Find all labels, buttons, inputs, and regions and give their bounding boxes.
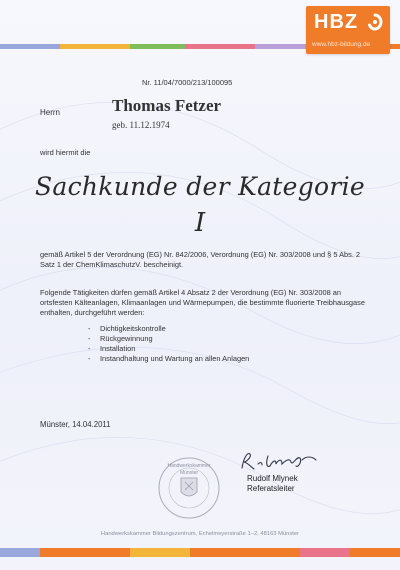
list-marker: - [88, 354, 91, 363]
list-item: - Instandhaltung und Wartung an allen Anlagen [88, 354, 250, 363]
logo-swirl-icon [367, 13, 383, 31]
hbz-logo [306, 6, 390, 54]
logo-url: www.hbz-bildung.de [312, 41, 371, 48]
svg-text:Münster: Münster [179, 470, 199, 476]
salutation: Herrn [40, 108, 61, 117]
logo-word: HBZ [314, 11, 359, 33]
svg-text:Handwerkskammer: Handwerkskammer [167, 463, 211, 469]
handwritten-signature [236, 446, 322, 474]
list-item: - Dichtigkeitskontrolle [88, 324, 166, 333]
footer-address: Handwerkskammer Bildungszentrum, Echelmeyerstraße 1–2, 48163 Münster [100, 531, 300, 537]
intro-text: wird hiermit die [40, 148, 91, 157]
list-marker: - [88, 344, 91, 353]
certificate-category: I [194, 208, 206, 238]
bottom-color-stripe [0, 548, 400, 557]
legal-basis-paragraph: gemäß Artikel 5 der Verordnung (EG) Nr. 842/2006, Verordnung (EG) Nr. 303/2008 und § 5 Abs. 2 Satz 1 der ChemKlimaschutzV. bescheinigt. [40, 250, 361, 269]
recipient-birth-date: geb. 11.12.1974 [112, 120, 170, 130]
signer-role: Referatsleiter [247, 484, 295, 493]
place-and-date: Münster, 14.04.2011 [40, 420, 111, 429]
list-item: - Rückgewinnung [88, 334, 153, 343]
activities-list [88, 324, 249, 364]
certificate-title: Sachkunde der Kategorie [34, 172, 366, 201]
list-marker: - [88, 334, 91, 343]
signer-name: Rudolf Mlynek [247, 474, 298, 483]
chamber-seal-icon [157, 456, 221, 520]
recipient-name: Thomas Fetzer [112, 96, 222, 115]
list-marker: - [88, 324, 91, 333]
document-number: Nr. 11/04/7000/213/100095 [142, 78, 233, 87]
list-item: - Installation [88, 344, 136, 353]
activities-intro-paragraph: Folgende Tätigkeiten dürfen gemäß Artikel 4 Absatz 2 der Verordnung (EG) Nr. 303/2008 an ortsfesten Kälteanlagen, Klimaanlagen und Wärmepumpen, die bestimmte fluorierte Treibhausgase enthalten, durchgeführt werden: [40, 288, 365, 317]
